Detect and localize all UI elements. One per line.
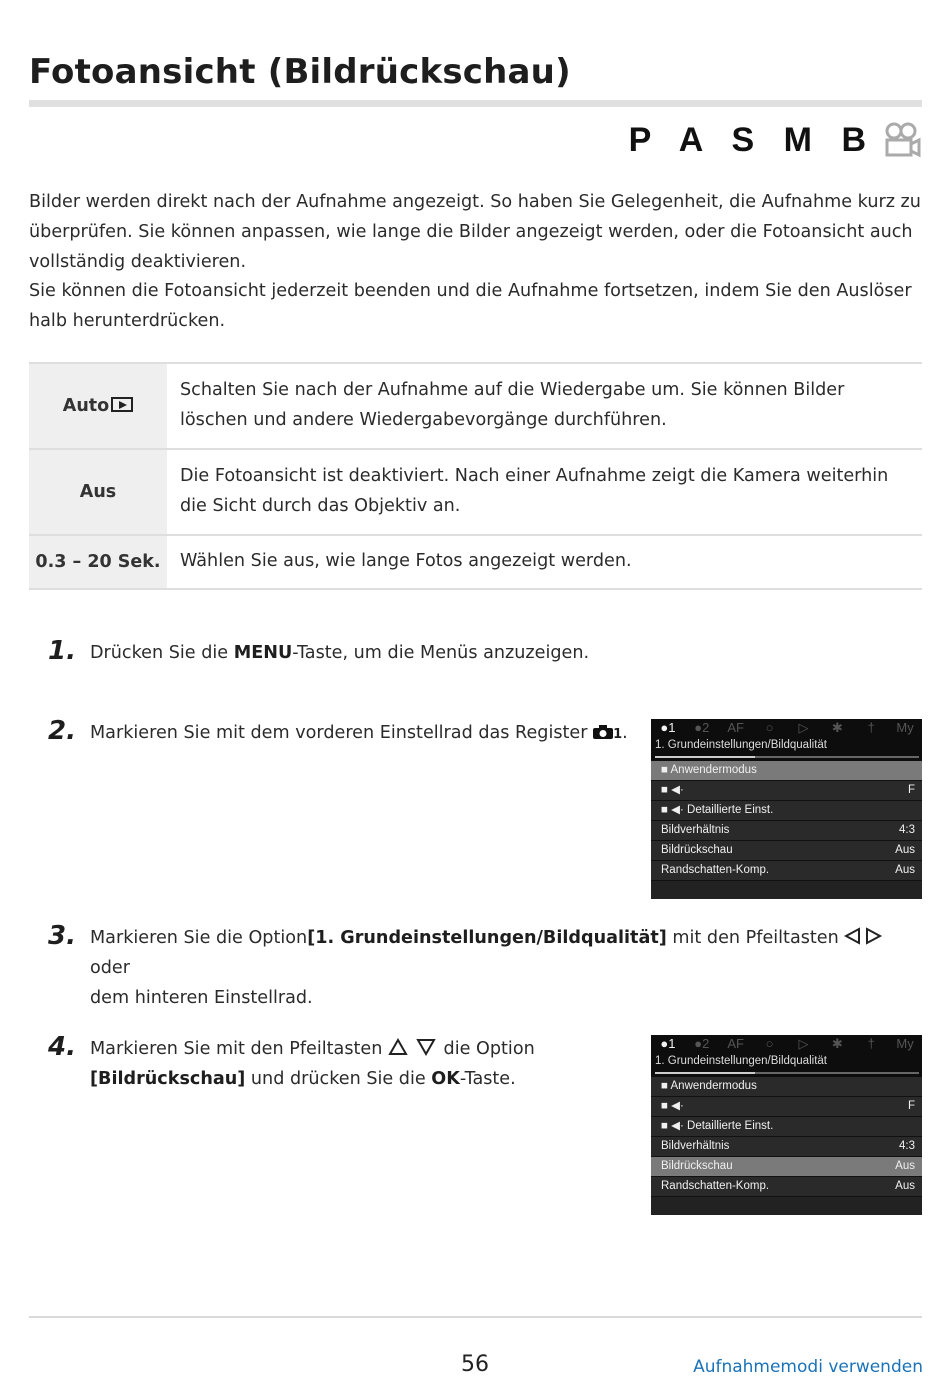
option-value: Die Fotoansicht ist deaktiviert. Nach einer Aufnahme zeigt die Kamera weiterhin die Sicht durch das Objektiv an. (167, 449, 922, 535)
menu-row: Bildrückschau Aus (651, 1157, 922, 1177)
menu-list (651, 1077, 922, 1215)
tab-playback: ▷ (798, 1036, 809, 1051)
camera-icon (593, 725, 613, 739)
intro-paragraph: Sie können die Fotoansicht jederzeit beenden und die Aufnahme fortsetzen, indem Sie den Auslöser halb herunterdrücken. (29, 281, 912, 332)
option-value: Schalten Sie nach der Aufnahme auf die Wiedergabe um. Sie können Bilder löschen und andere Wiedergabevorgänge durchführen. (167, 363, 922, 449)
step-3 (48, 921, 918, 1008)
table-row (29, 535, 922, 589)
menu-row: ■ ◀· F (651, 781, 922, 801)
intro-paragraph: Bilder werden direkt nach der Aufnahme angezeigt. So haben Sie Gelegenheit, die Aufnahme kurz zu überprüfen. Sie können anpassen, wie lange die Bilder angezeigt werden, oder die Fotoansicht auch vollständig deaktivieren. (29, 192, 921, 272)
tab-video: ○ (765, 1036, 774, 1051)
left-right-arrows-icon (844, 927, 884, 945)
menu-list (651, 761, 922, 899)
step-number: 2. (48, 716, 76, 746)
option-key: Aus (29, 449, 167, 535)
up-down-arrows-icon (388, 1038, 438, 1056)
menu-row: Randschatten-Komp. Aus (651, 861, 922, 881)
menu-row: ■ ◀· Detaillierte Einst. (651, 801, 922, 821)
step-number: 3. (48, 921, 76, 951)
step-text: Markieren Sie die Option[1. Grundeinstellungen/Bildqualität] mit den Pfeiltasten oder dem hinteren Einstellrad. (90, 924, 920, 1013)
footer-rule (29, 1316, 922, 1318)
intro-text (29, 188, 924, 337)
option-value: Wählen Sie aus, wie lange Fotos angezeigt werden. (167, 535, 922, 589)
step-text: Markieren Sie mit dem vorderen Einstellrad das Register 1. (90, 723, 628, 743)
modes-label: P A S M B (628, 120, 876, 159)
menu-row: Randschatten-Komp. Aus (651, 1177, 922, 1197)
menu-row: ■ ◀· F (651, 1097, 922, 1117)
option-key: 0.3 – 20 Sek. (29, 535, 167, 589)
tab-my-menu: My (896, 1036, 914, 1051)
menu-tabs (651, 719, 922, 737)
playback-icon (111, 397, 133, 412)
tab-settings: ✱ (831, 1036, 843, 1051)
step-number: 1. (48, 636, 76, 666)
table-row (29, 363, 922, 449)
tab-video: ○ (765, 720, 774, 735)
page-title: Fotoansicht (Bildrückschau) (29, 52, 571, 92)
step-4 (48, 1032, 608, 1097)
menu-row: Bildrückschau Aus (651, 841, 922, 861)
tab-custom: † (867, 1036, 875, 1051)
menu-row: Bildverhältnis 4:3 (651, 821, 922, 841)
menu-header: 1. Grundeinstellungen/Bildqualität (655, 1055, 827, 1067)
tab-shooting-2: ●2 (694, 720, 710, 735)
page-number: 56 (461, 1352, 489, 1377)
tab-my-menu: My (896, 720, 914, 735)
tab-af: AF (727, 720, 744, 735)
menu-row: ■ ◀· Detaillierte Einst. (651, 1117, 922, 1137)
tab-custom: † (867, 720, 875, 735)
menu-tabs (651, 1035, 922, 1053)
menu-header: 1. Grundeinstellungen/Bildqualität (655, 739, 827, 751)
movie-camera-icon (882, 120, 922, 160)
option-key: Auto (29, 363, 167, 449)
section-link[interactable]: Aufnahmemodi verwenden (693, 1357, 923, 1377)
menu-row: Bildverhältnis 4:3 (651, 1137, 922, 1157)
step-text: Drücken Sie die MENU-Taste, um die Menüs anzuzeigen. (90, 643, 590, 663)
camera-menu-screen-1 (651, 719, 922, 899)
camera-menu-screen-2 (651, 1035, 922, 1215)
step-number: 4. (48, 1032, 76, 1062)
tab-settings: ✱ (831, 720, 843, 735)
tab-shooting-1: ●1 (660, 720, 676, 735)
step-text: Markieren Sie mit den Pfeiltasten die Option [Bildrückschau] und drücken Sie die OK-Taste. (90, 1039, 535, 1089)
tab-shooting-1: ●1 (660, 1036, 676, 1051)
title-underline (29, 100, 922, 107)
tab-playback: ▷ (798, 720, 809, 735)
tab-shooting-2: ●2 (694, 1036, 710, 1051)
exposure-modes (629, 120, 922, 160)
tab-af: AF (727, 1036, 744, 1051)
table-row (29, 449, 922, 535)
menu-row: ■ Anwendermodus (651, 1077, 922, 1097)
options-table (29, 362, 922, 590)
menu-row: ■ Anwendermodus (651, 761, 922, 781)
